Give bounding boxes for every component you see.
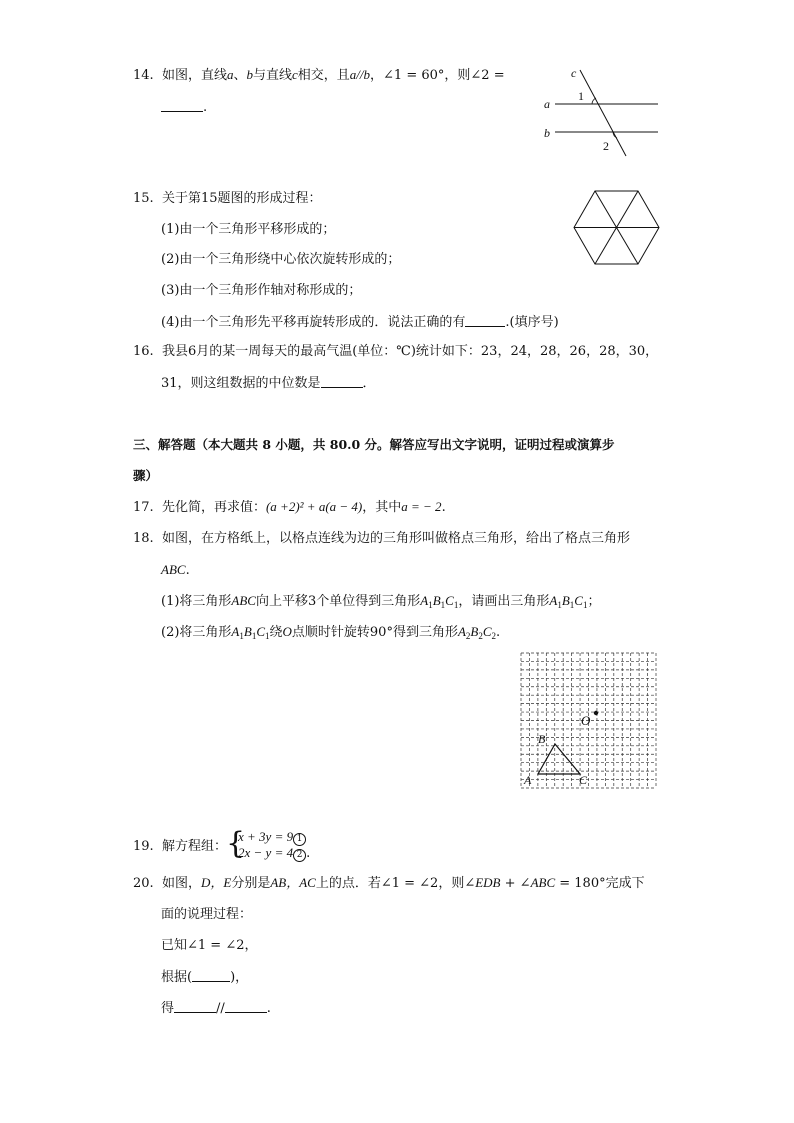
q18-p2-b: 绕	[269, 625, 283, 640]
q18-line-1	[133, 530, 630, 548]
section-3-header: 三、解答题（本大题共 8 小题，共 80.0 分。解答应写出文字说明，证明过程或演算步	[133, 437, 615, 452]
answer-blank[interactable]	[321, 374, 363, 388]
q14-text-c: 相交，且	[297, 68, 350, 83]
label-b: b	[544, 126, 550, 140]
q14-sep: 、	[233, 68, 247, 83]
q16-number: 16.	[133, 344, 154, 359]
q20-text-d: + ∠	[500, 876, 531, 891]
q20-de: D，E	[200, 875, 232, 890]
q17-condition: a = − 2	[401, 499, 442, 514]
q15-option-3: (3)由一个三角形作轴对称形成的；	[161, 283, 362, 298]
q18-p2-a2b2c2: $A_2B_2C_2$	[457, 624, 497, 641]
q20-line-5-a: 得	[161, 1001, 175, 1016]
q20-line-1	[133, 874, 645, 893]
q20-abc: ABC	[530, 875, 556, 890]
label-a: A	[524, 773, 532, 787]
q15-option-4-text: (4)由一个三角形先平移再旋转形成的．说法正确的有	[161, 315, 466, 330]
q20-ab-ac: AB，AC	[270, 875, 316, 890]
q17-end: .	[441, 500, 446, 515]
q18-p1-abc: ABC	[231, 593, 256, 608]
q17-text-b: ，其中	[362, 500, 402, 515]
answer-blank[interactable]	[465, 313, 505, 327]
q19-eq1: x + 3y = 9	[238, 829, 294, 844]
q15-option-2: (2)由一个三角形绕中心依次旋转形成的；	[161, 252, 401, 267]
q14-var-c: c	[292, 67, 298, 82]
q19-eq1-marker: 1	[293, 833, 306, 846]
q14-end: .	[203, 100, 208, 115]
q14-text-a: 如图，直线	[161, 68, 227, 83]
label-c: C	[579, 773, 588, 787]
q20-line-4-b: )，	[230, 970, 249, 985]
q20-line-5-end: .	[266, 1001, 271, 1016]
q18-p1-end: ；	[587, 594, 601, 609]
q19-eq2: 2x − y = 4	[238, 845, 294, 860]
q18-p1-b: 向上平移3个单位得到三角形	[255, 594, 421, 609]
q16-end: ．	[362, 376, 376, 391]
q19-end: .	[306, 846, 311, 861]
label-o: O	[581, 713, 591, 728]
section-3-header-cont: 骤）	[133, 468, 159, 483]
q20-text-a: 如图，	[161, 876, 201, 891]
q15-number: 15.	[133, 191, 154, 206]
q15-hexagon-figure	[574, 189, 660, 267]
q14-text	[133, 66, 505, 85]
q20-text-c: 上的点．若∠1 = ∠2，则∠	[315, 876, 476, 891]
q19-equation-2	[238, 845, 310, 862]
triangle-abc	[538, 744, 580, 774]
q18-line-2	[161, 561, 190, 580]
q20-number: 20.	[133, 876, 154, 891]
q14-parallel-lines-figure	[540, 66, 664, 160]
q15-title	[133, 190, 322, 208]
answer-blank[interactable]	[225, 999, 267, 1013]
answer-blank[interactable]	[192, 968, 230, 982]
q14-number: 14.	[133, 68, 154, 83]
q20-parallel-sign: //	[216, 1001, 225, 1016]
q17-text-a: 先化简，再求值：	[161, 500, 266, 515]
label-b: B	[538, 732, 546, 746]
q18-p2-end: .	[496, 625, 501, 640]
q18-number: 18.	[133, 531, 154, 546]
q20-line-2: 面的说理过程：	[161, 907, 253, 922]
q18-grid-figure	[521, 653, 657, 789]
q17-expression: (a +2)² + a(a − 4)	[265, 499, 363, 514]
q18-p2-c: 点顺时针旋转90°得到三角形	[291, 625, 458, 640]
label-c: c	[571, 66, 577, 80]
q19-equation-1	[238, 829, 306, 846]
q19-text: 解方程组：	[161, 839, 227, 854]
q20-line-5	[161, 999, 271, 1018]
q14-var-a: a	[226, 67, 234, 82]
q20-line-3: 已知∠1 = ∠2，	[161, 938, 258, 953]
q18-part-2	[161, 623, 500, 645]
q16-text-2: 31，则这组数据的中位数是	[161, 376, 321, 391]
q14-var-b: b	[246, 67, 253, 82]
q17-number: 17.	[133, 500, 154, 515]
q20-text-e: = 180°完成下	[555, 876, 645, 891]
q14-answer-line	[161, 98, 207, 117]
q18-line-2-end: .	[185, 563, 190, 578]
q15-title-text: 关于第15题图的形成过程：	[161, 191, 322, 206]
q14-text-d: ，∠1 = 60°，则∠2 =	[370, 68, 505, 83]
q19-eq2-marker: 2	[293, 849, 306, 862]
q18-text: 如图，在方格纸上，以格点连线为边的三角形叫做格点三角形，给出了格点三角形	[161, 531, 630, 546]
point-o	[594, 711, 598, 715]
label-angle-2: 2	[603, 139, 609, 153]
equation-brace: {	[226, 826, 246, 861]
q14-text-b: 与直线	[252, 68, 292, 83]
answer-blank[interactable]	[174, 999, 216, 1013]
q14-condition: a//b	[349, 67, 371, 82]
q20-line-4-a: 根据(	[161, 970, 193, 985]
answer-blank[interactable]	[161, 98, 203, 112]
q18-p1-c: ，请画出三角形	[458, 594, 550, 609]
q15-option-1: (1)由一个三角形平移形成的；	[161, 222, 336, 237]
q18-p1-a1b1c1-2: $A_1B_1C_1$	[549, 593, 588, 610]
q15-option-4-end: .(填序号)	[505, 315, 559, 330]
q20-line-4	[161, 968, 248, 987]
q19-label	[133, 838, 227, 856]
q18-part-1	[161, 592, 600, 614]
q16-line-2	[161, 374, 376, 393]
q18-p1-a1b1c1: $A_1B_1C_1$	[420, 593, 459, 610]
q17-text	[133, 498, 446, 517]
q18-p2-a1b1c1: $A_1B_1C_1$	[231, 624, 270, 641]
q18-p1-a: (1)将三角形	[161, 594, 232, 609]
label-angle-1: 1	[578, 89, 584, 103]
q16-line-1	[133, 343, 658, 361]
label-a: a	[544, 97, 550, 111]
q16-text: 我县6月的某一周每天的最高气温(单位：℃)统计如下：23，24，28，26，28，30，	[161, 344, 659, 359]
q19-number: 19.	[133, 839, 154, 854]
q18-p2-a: (2)将三角形	[161, 625, 232, 640]
q15-option-4	[161, 313, 559, 332]
q20-edb: EDB	[475, 875, 501, 890]
q18-p2-o: O	[282, 624, 292, 639]
q18-triangle-name: ABC	[161, 562, 186, 577]
q20-text-b: 分别是	[231, 876, 271, 891]
